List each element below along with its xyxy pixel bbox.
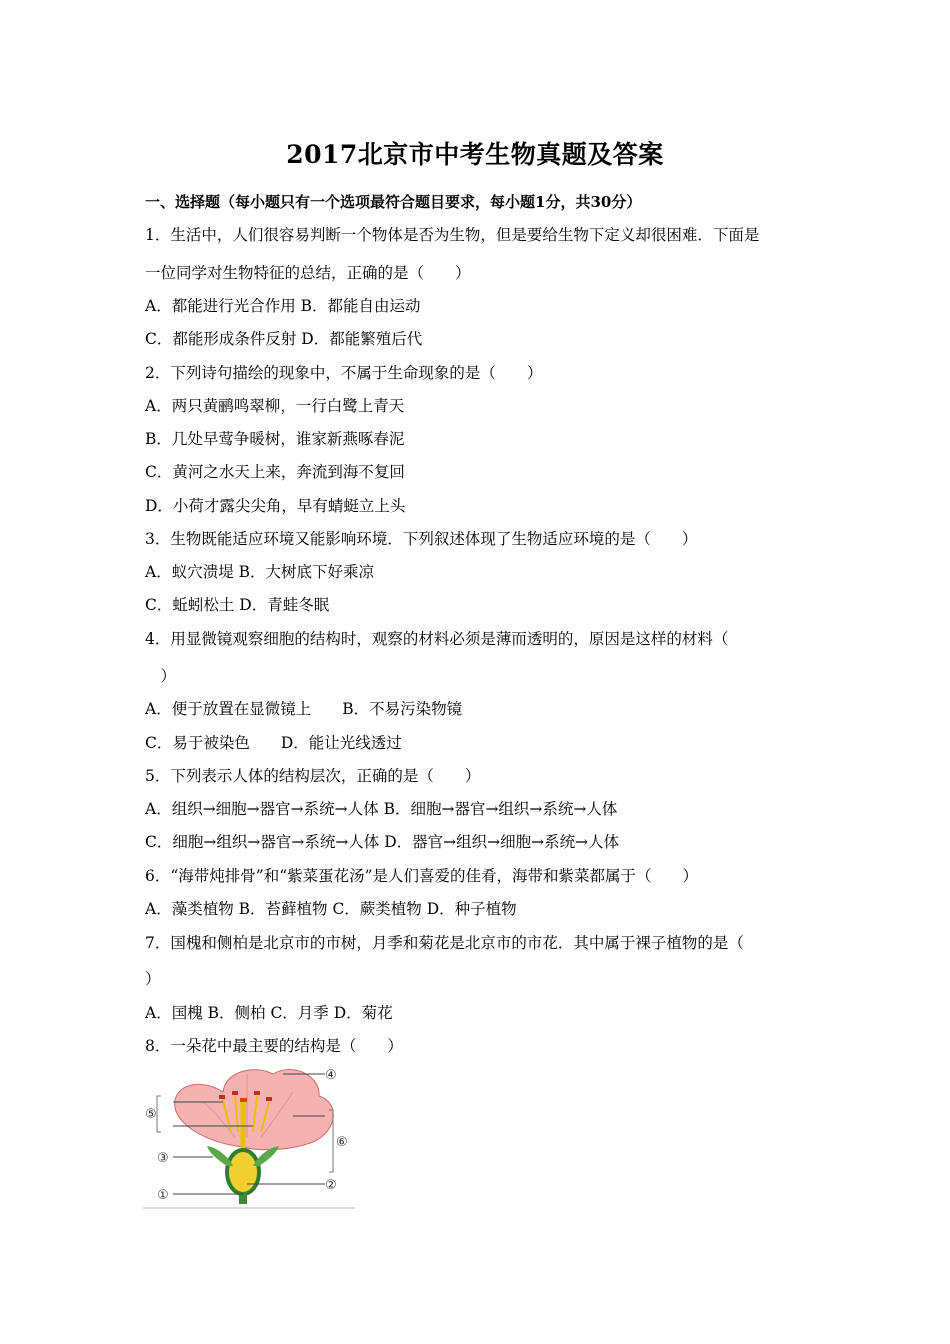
option-line: A．组织→细胞→器官→系统→人体 B．细胞→器官→组织→系统→人体: [145, 800, 618, 818]
question-line: 3．生物既能适应环境又能影响环境．下列叙述体现了生物适应环境的是（ ）: [145, 530, 698, 548]
option-line: A．两只黄鹂鸣翠柳，一行白鹭上青天: [145, 397, 405, 415]
question-line: 7．国槐和侧柏是北京市的市树，月季和菊花是北京市的市花．其中属于裸子植物的是（: [145, 934, 744, 952]
label-4: ④: [325, 1068, 337, 1083]
option-line: A．藻类植物 B．苔藓植物 C．蕨类植物 D．种子植物: [145, 900, 517, 918]
label-1: ①: [157, 1188, 169, 1203]
option-line: A．国槐 B．侧柏 C．月季 D．菊花: [145, 1004, 393, 1022]
section-header: 一、选择题（每小题只有一个选项最符合题目要求，每小题1分，共30分）: [145, 193, 642, 211]
question-line: 2．下列诗句描绘的现象中，不属于生命现象的是（ ）: [145, 364, 543, 382]
option-line: C．黄河之水天上来，奔流到海不复回: [145, 463, 405, 481]
label-2: ②: [325, 1178, 337, 1193]
option-line: C．易于被染色 D．能让光线透过: [145, 734, 402, 752]
option-line: A．都能进行光合作用 B．都能自由运动: [145, 297, 421, 315]
flower-illustration: [143, 1062, 355, 1210]
question-line: ）: [145, 970, 161, 988]
question-line: 1．生活中，人们很容易判断一个物体是否为生物，但是要给生物下定义却很困难．下面是: [145, 226, 760, 244]
question-line: 6．“海带炖排骨”和“紫菜蛋花汤”是人们喜爱的佳肴，海带和紫菜都属于（ ）: [145, 867, 699, 885]
option-line: C．蚯蚓松土 D．青蛙冬眠: [145, 596, 330, 614]
page-title: 2017北京市中考生物真题及答案: [286, 140, 664, 169]
question-line: 4．用显微镜观察细胞的结构时，观察的材料必须是薄而透明的，原因是这样的材料（: [145, 630, 729, 648]
flower-diagram: [143, 1062, 355, 1210]
option-line: A．便于放置在显微镜上 B．不易污染物镜: [145, 700, 463, 718]
label-3: ③: [157, 1151, 169, 1166]
question-line: 8．一朵花中最主要的结构是（ ）: [145, 1037, 403, 1055]
petal-shape: [175, 1070, 334, 1150]
option-line: D．小荷才露尖尖角，早有蜻蜓立上头: [145, 497, 406, 515]
question-line: 5．下列表示人体的结构层次，正确的是（ ）: [145, 767, 481, 785]
label-5: ⑤: [145, 1107, 157, 1122]
option-line: C．细胞→组织→器官→系统→人体 D．器官→组织→细胞→系统→人体: [145, 833, 620, 851]
question-line: ）: [145, 667, 177, 685]
ovary-shape: [227, 1150, 259, 1194]
label-6: ⑥: [336, 1135, 348, 1150]
option-line: C．都能形成条件反射 D．都能繁殖后代: [145, 330, 423, 348]
option-line: A．蚁穴溃堤 B．大树底下好乘凉: [145, 563, 375, 581]
option-line: B．几处早莺争暖树，谁家新燕啄春泥: [145, 430, 405, 448]
question-line: 一位同学对生物特征的总结，正确的是（ ）: [145, 264, 471, 282]
